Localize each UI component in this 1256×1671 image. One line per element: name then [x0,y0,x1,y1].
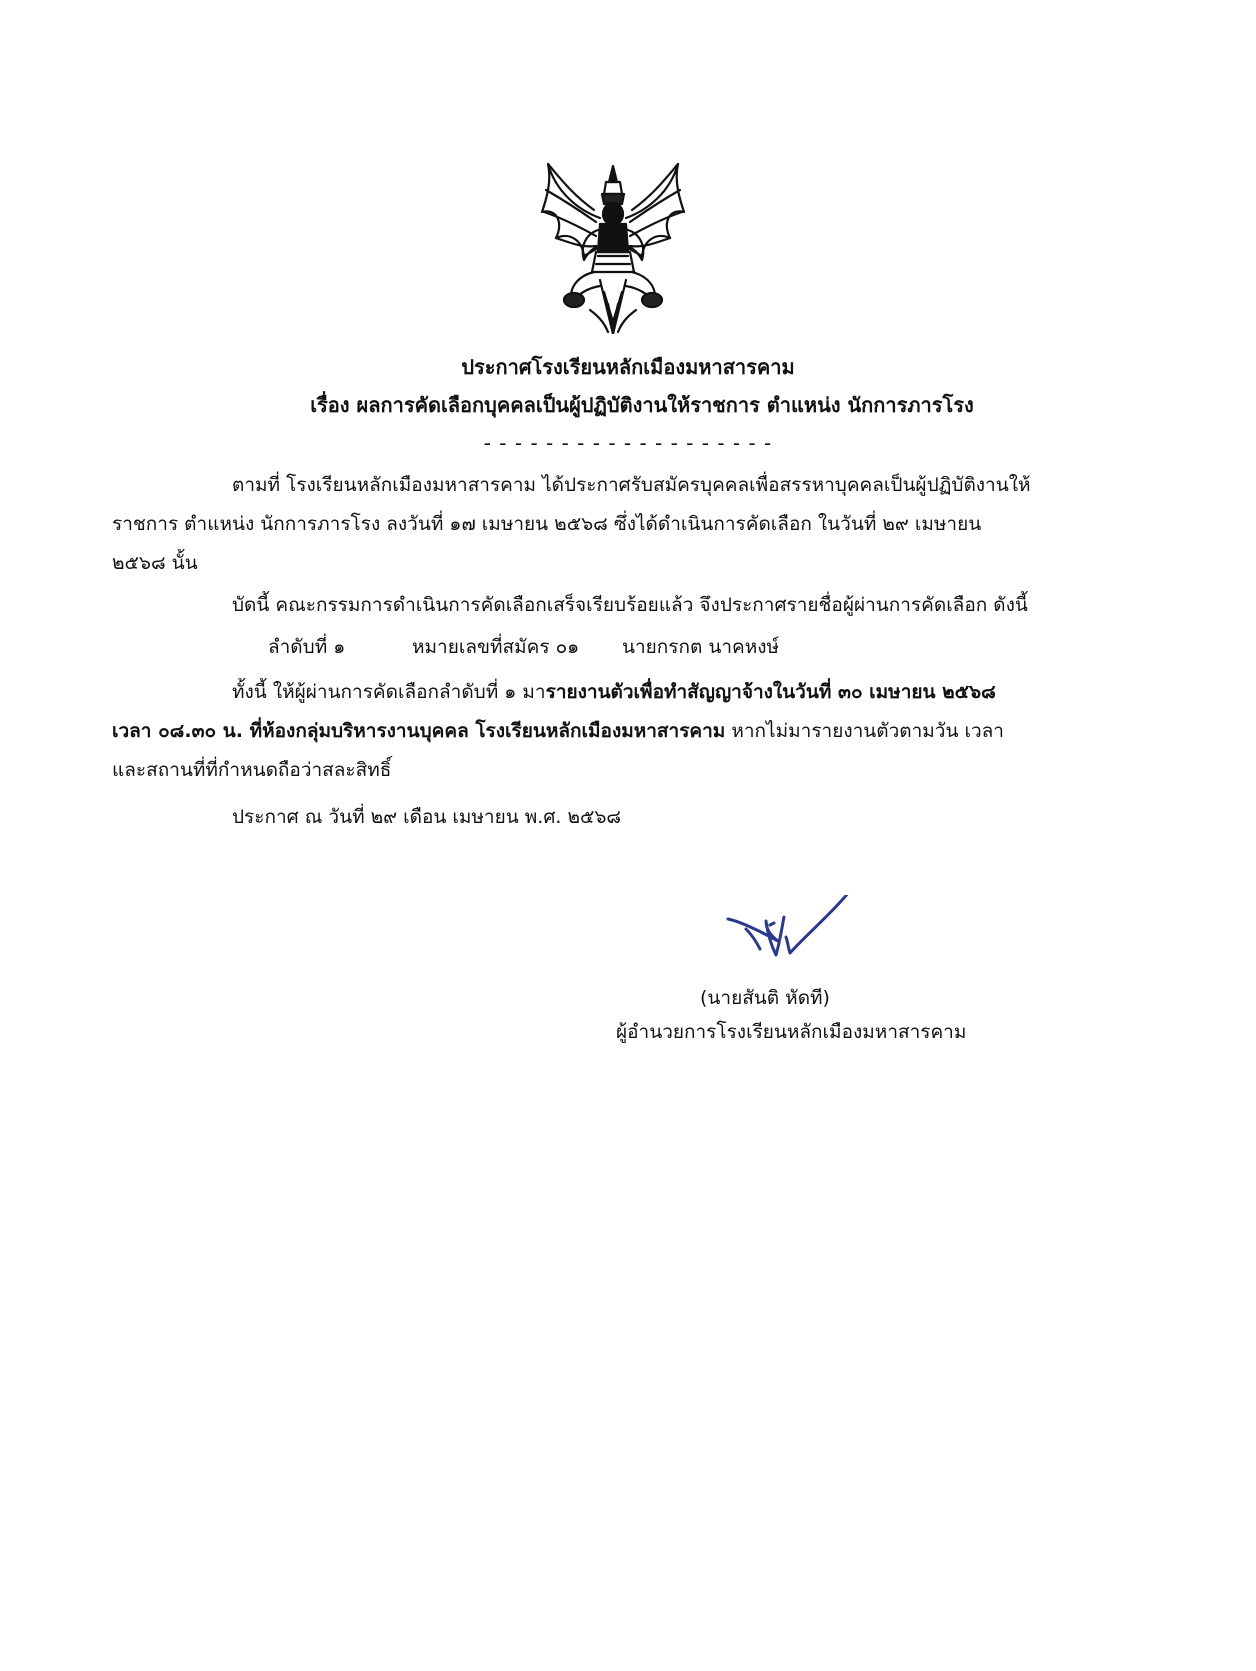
report-time-place-text: เวลา ๐๘.๓๐ น. ที่ห้องกลุ่มบริหารงานบุคคล โรงเรียนหลักเมืองมหาสารคาม [112,720,726,742]
paragraph-3-line-3: และสถานที่ที่กำหนดถือว่าสละสิทธิ์ [112,759,392,781]
result-rank: ลำดับที่ ๑ [268,636,346,658]
announcement-subject: เรื่อง ผลการคัดเลือกบุคคลเป็นผู้ปฏิบัติงานให้ราชการ ตำแหน่ง นักการภารโรง [310,393,974,417]
paragraph-3-line-2 [112,716,1004,746]
signatory-position: ผู้อำนวยการโรงเรียนหลักเมืองมหาสารคาม [616,1021,967,1043]
announcement-title: ประกาศโรงเรียนหลักเมืองมหาสารคาม [461,355,795,379]
paragraph-3-line-1 [232,677,996,707]
paragraph-1-line-3: ๒๕๖๘ นั้น [112,552,198,574]
paragraph-2: บัดนี้ คณะกรรมการดำเนินการคัดเลือกเสร็จเรียบร้อยแล้ว จึงประกาศรายชื่อผู้ผ่านการคัดเลือก ดังนี้ [232,594,1028,616]
announcement-date: ประกาศ ณ วันที่ ๒๙ เดือน เมษายน พ.ศ. ๒๕๖๘ [232,806,622,828]
paragraph-1-line-1: ตามที่ โรงเรียนหลักเมืองมหาสารคาม ได้ประกาศรับสมัครบุคคลเพื่อสรรหาบุคคลเป็นผู้ปฏิบัติงานให้ [232,474,1031,496]
report-date-text: รายงานตัวเพื่อทำสัญญาจ้างในวันที่ ๓๐ เมษายน ๒๕๖๘ [545,681,996,703]
signatory-name: (นายสันติ หัดที) [700,987,830,1009]
result-application-number: หมายเลขที่สมัคร ๐๑ [412,636,580,658]
paragraph-1-line-2: ราชการ ตำแหน่ง นักการภารโรง ลงวันที่ ๑๗ เมษายน ๒๕๖๘ ซึ่งได้ดำเนินการคัดเลือก ในวันที่ ๒๙ เมษายน [112,513,982,535]
paragraph-3-line-1-text: ทั้งนี้ ให้ผู้ผ่านการคัดเลือกลำดับที่ ๑ มา [232,681,546,703]
garuda-emblem-icon [538,160,688,334]
paragraph-3-line-2-text: หากไม่มารายงานตัวตามวัน เวลา [725,720,1004,742]
result-candidate-name: นายกรกต นาคหงษ์ [622,636,780,658]
header-divider: - - - - - - - - - - - - - - - - - - - [483,431,773,455]
